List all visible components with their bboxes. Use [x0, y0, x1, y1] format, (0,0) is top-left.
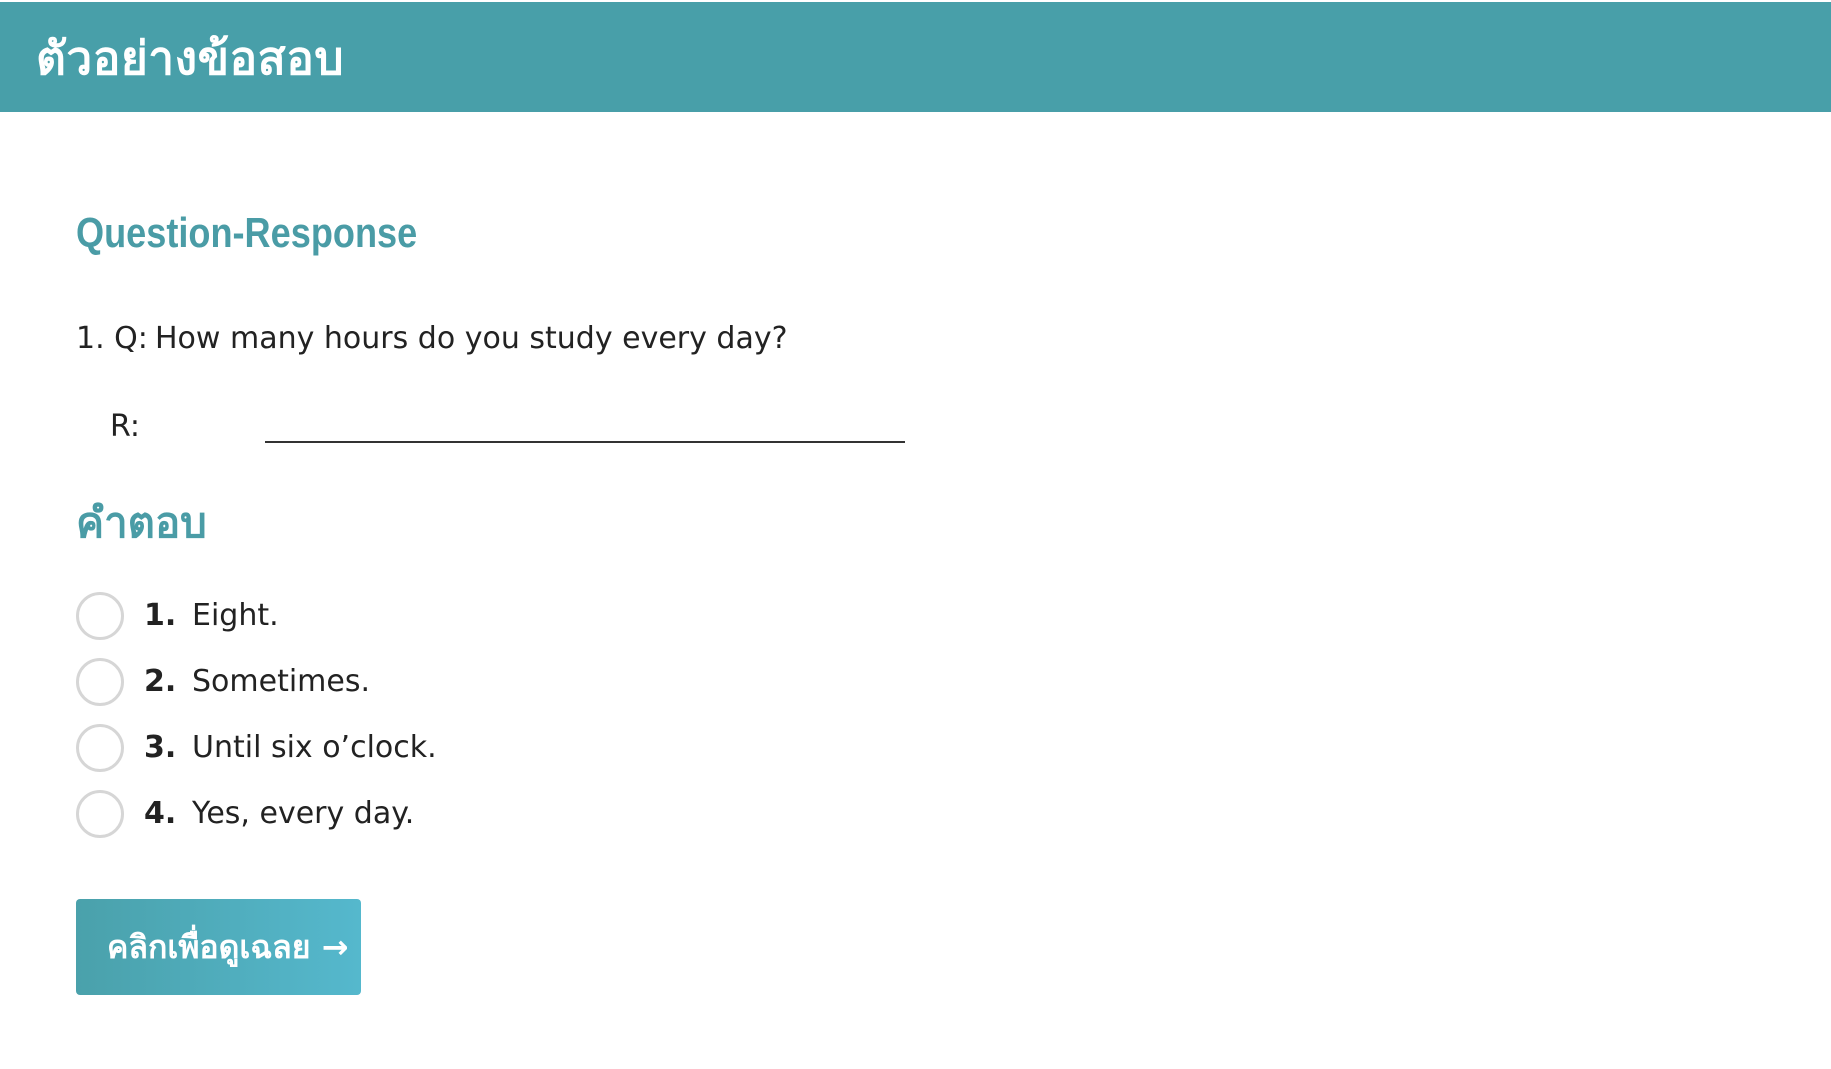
section-title: Question-Response	[76, 209, 418, 256]
answer-option-2[interactable]	[76, 658, 676, 706]
page-title: ตัวอย่างข้อสอบ	[36, 31, 345, 85]
question-row	[76, 318, 788, 360]
option-text: Eight.	[192, 598, 279, 633]
option-number: 3.	[144, 730, 177, 765]
answers-title: คำตอบ	[76, 498, 207, 547]
option-text: Yes, every day.	[192, 796, 415, 831]
option-number: 1.	[144, 598, 177, 633]
answer-option-4[interactable]	[76, 790, 676, 838]
question-number: 1. Q:	[76, 321, 148, 356]
option-number: 2.	[144, 664, 177, 699]
answer-option-1[interactable]	[76, 592, 676, 640]
answer-option-3[interactable]	[76, 724, 676, 772]
option-text: Sometimes.	[192, 664, 371, 699]
response-blank-line	[265, 441, 905, 443]
response-row	[110, 406, 140, 448]
radio-button[interactable]	[76, 658, 124, 706]
question-text: How many hours do you study every day?	[155, 321, 788, 356]
radio-button[interactable]	[76, 790, 124, 838]
option-text: Until six o’clock.	[192, 730, 437, 765]
response-label: R:	[110, 409, 141, 444]
option-number: 4.	[144, 796, 177, 831]
radio-button[interactable]	[76, 724, 124, 772]
header-bar	[0, 2, 1831, 112]
radio-button[interactable]	[76, 592, 124, 640]
show-answer-button[interactable]: คลิกเพื่อดูเฉลย →	[76, 899, 361, 995]
